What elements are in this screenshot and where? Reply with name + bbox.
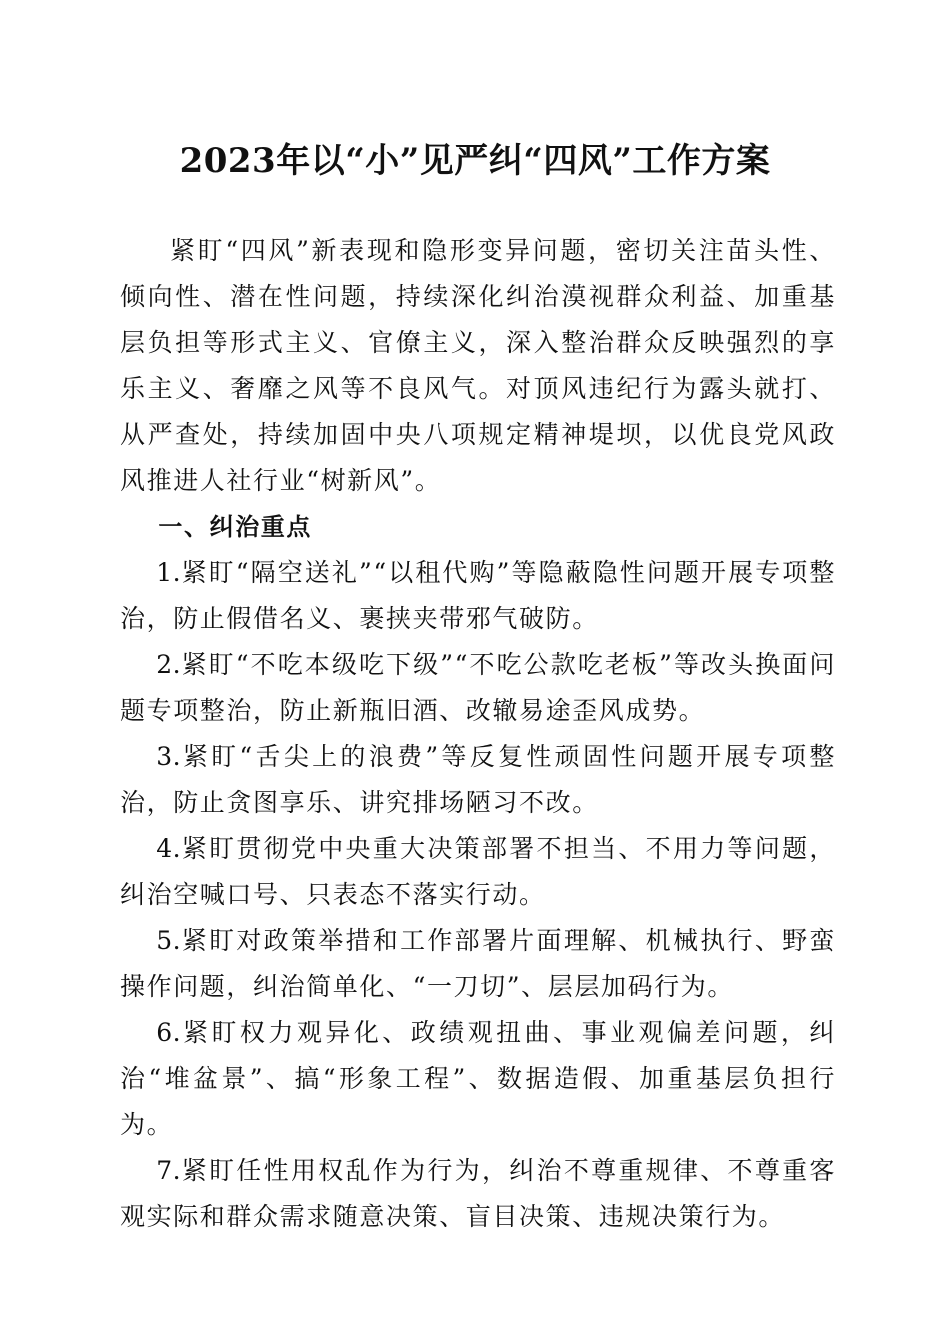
- list-item: [120, 1010, 836, 1148]
- item-number: 6.: [156, 1018, 182, 1047]
- item-text: 紧盯“舌尖上的浪费”等反复性顽固性问题开展专项整治，防止贪图享乐、讲究排场陋习不改。: [120, 742, 836, 817]
- item-text: 紧盯对政策举措和工作部署片面理解、机械执行、野蛮操作问题，纠治简单化、“一刀切”、层层加码行为。: [120, 926, 836, 1001]
- item-number: 3.: [156, 742, 182, 771]
- intro-paragraph: 紧盯“四风”新表现和隐形变异问题，密切关注苗头性、倾向性、潜在性问题，持续深化纠治漠视群众利益、加重基层负担等形式主义、官僚主义，深入整治群众反映强烈的享乐主义、奢靡之风等不良风气。对顶风违纪行为露头就打、从严查处，持续加固中央八项规定精神堤坝，以优良党风政风推进人社行业“树新风”。: [120, 236, 836, 495]
- item-text: 紧盯贯彻党中央重大决策部署不担当、不用力等问题，纠治空喊口号、只表态不落实行动。: [120, 834, 836, 909]
- item-text: 紧盯“隔空送礼”“以租代购”等隐蔽隐性问题开展专项整治，防止假借名义、裹挟夹带邪气破防。: [120, 558, 836, 633]
- item-number: 1.: [156, 558, 182, 587]
- document-body: [120, 228, 836, 1240]
- item-text: 紧盯权力观异化、政绩观扭曲、事业观偏差问题，纠治“堆盆景”、搞“形象工程”、数据造假、加重基层负担行为。: [120, 1018, 836, 1139]
- list-item: [120, 826, 836, 918]
- document-title: 2023年以“小”见严纠“四风”工作方案: [179, 141, 771, 181]
- list-item: [120, 550, 836, 642]
- item-number: 7.: [156, 1156, 182, 1185]
- item-text: 紧盯任性用权乱作为行为，纠治不尊重规律、不尊重客观实际和群众需求随意决策、盲目决策、违规决策行为。: [120, 1156, 836, 1231]
- list-item: [120, 918, 836, 1010]
- section-heading: 一、纠治重点: [158, 513, 312, 541]
- list-item: [120, 642, 836, 734]
- item-number: 2.: [156, 650, 182, 679]
- item-number: 5.: [156, 926, 182, 955]
- list-item: [120, 734, 836, 826]
- item-number: 4.: [156, 834, 182, 863]
- item-text: 紧盯“不吃本级吃下级”“不吃公款吃老板”等改头换面问题专项整治，防止新瓶旧酒、改辙易途歪风成势。: [120, 650, 836, 725]
- list-item: [120, 1148, 836, 1240]
